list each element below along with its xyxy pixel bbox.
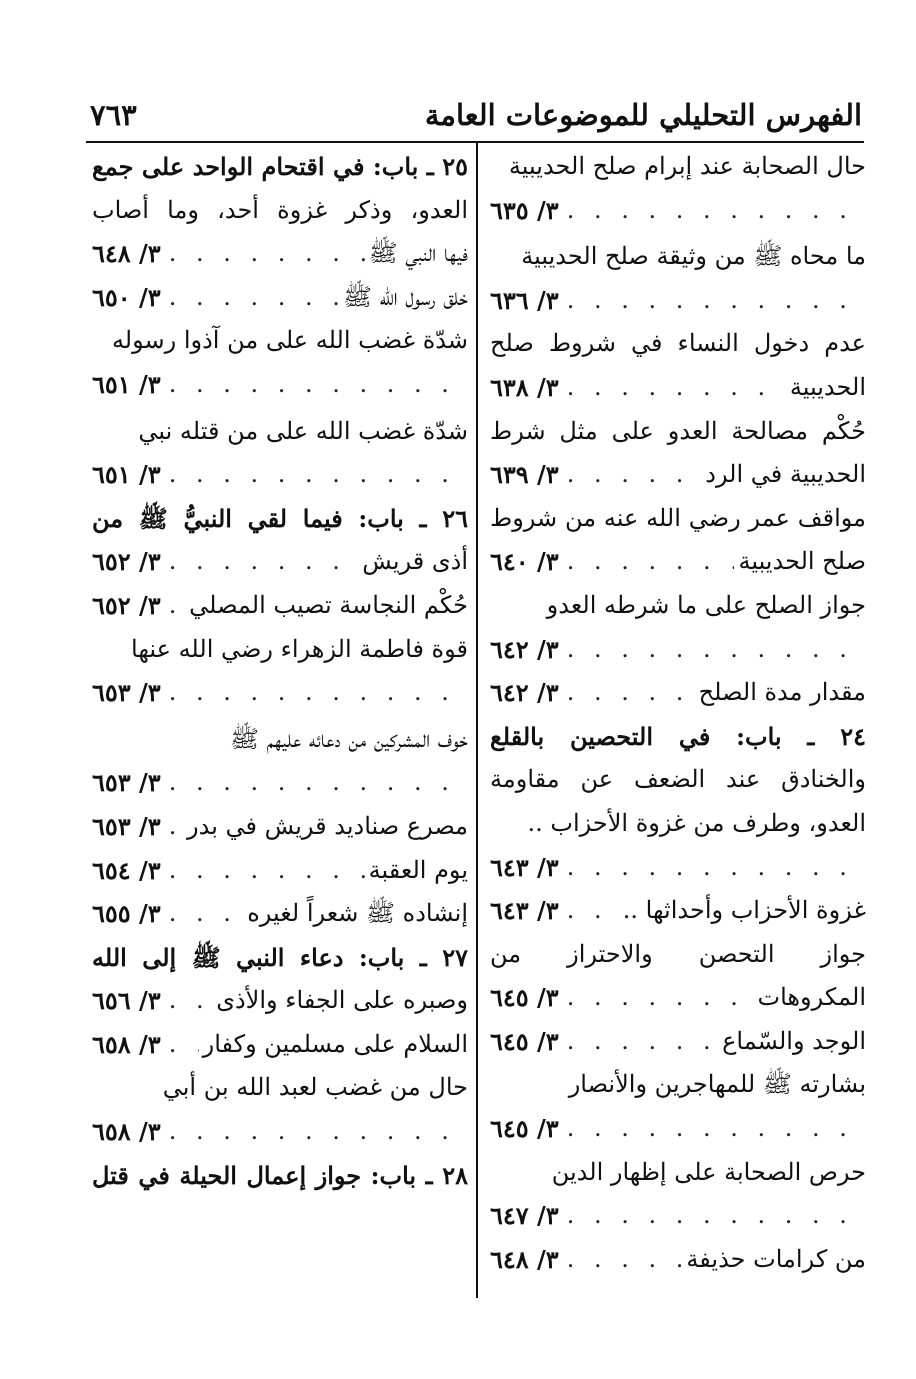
page-reference: ٣/ ٦٥٨ bbox=[92, 1117, 161, 1147]
index-entry-text: من كرامات حذيفة bbox=[686, 1244, 866, 1273]
page-reference: ٣/ ٦٤٥ bbox=[490, 983, 559, 1013]
page-reference: ٣/ ٦٤٢ bbox=[490, 634, 559, 664]
index-ref-line bbox=[490, 540, 866, 584]
page-reference: ٣/ ٦٤٥ bbox=[490, 1114, 559, 1144]
chapter-heading: ٢٨ ـ باب: جواز إعمال الحيلة في قتل bbox=[92, 1160, 468, 1190]
leader-dots bbox=[169, 892, 244, 936]
leader-dots bbox=[567, 889, 619, 933]
index-ref-line bbox=[490, 671, 866, 715]
index-ref-line bbox=[490, 366, 866, 410]
index-entry-text: الوجد والسّماع bbox=[722, 1026, 866, 1055]
chapter-heading: ٢٧ ـ باب: دعاء النبي ﷺ إلى الله bbox=[92, 942, 468, 972]
index-entry: مواقف عمر رضي الله عنه من شروط bbox=[490, 503, 866, 532]
index-column-left bbox=[92, 145, 468, 1197]
page-reference: ٣/ ٦٥١ bbox=[92, 460, 161, 490]
index-ref-line bbox=[92, 1110, 468, 1154]
leader-dots bbox=[169, 453, 468, 497]
page-reference: ٣/ ٦٤٧ bbox=[490, 1201, 559, 1231]
index-entry-text: وصبره على الجفاء والأذى bbox=[216, 986, 468, 1015]
header-rule bbox=[86, 141, 864, 143]
leader-dots bbox=[567, 1020, 718, 1064]
index-entry: حال الصحابة عند إبرام صلح الحديبية bbox=[508, 152, 866, 180]
chapter-heading-cont: العدو، وذكر غزوة أحد، وما أصاب bbox=[92, 195, 468, 224]
index-ref-line bbox=[490, 846, 866, 890]
index-entry: جواز الصلح على ما شرطه العدو bbox=[546, 590, 866, 619]
index-ref-line bbox=[92, 979, 468, 1023]
page-reference: ٣/ ٦٥٢ bbox=[92, 547, 161, 577]
index-ref-line bbox=[92, 892, 468, 936]
index-ref-line bbox=[92, 540, 468, 584]
leader-dots bbox=[169, 805, 183, 849]
index-entry: عدم دخول النساء في شروط صلح bbox=[490, 329, 866, 358]
index-entry-text: الحديبية في الرد bbox=[705, 460, 866, 489]
index-entry-text: الحديبية bbox=[789, 372, 866, 401]
index-ref-line bbox=[490, 189, 866, 233]
page-reference: ٣/ ٦٤٨ bbox=[92, 239, 161, 269]
leader-dots bbox=[169, 540, 359, 584]
leader-dots bbox=[567, 189, 866, 233]
leader-dots bbox=[169, 363, 468, 407]
index-entry-text: المكروهات bbox=[757, 983, 866, 1012]
index-entry-text: صلح الحديبية bbox=[738, 547, 866, 576]
index-ref-line bbox=[490, 453, 866, 497]
page-reference: ٣/ ٦٥٣ bbox=[92, 811, 161, 841]
index-entry: حرص الصحابة على إظهار الدين bbox=[551, 1157, 866, 1186]
page-reference: ٣/ ٦٥٣ bbox=[92, 768, 161, 798]
page-reference: ٣/ ٦٤٠ bbox=[490, 547, 559, 577]
index-ref-line bbox=[92, 584, 468, 628]
index-ref-line bbox=[490, 628, 866, 672]
index-ref-line bbox=[92, 761, 468, 805]
index-entry-text: فيها النبي ﷺ bbox=[368, 239, 468, 268]
page-reference: ٣/ ٦٤٥ bbox=[490, 1026, 559, 1056]
index-column-right bbox=[490, 145, 866, 1281]
index-entry-text: يوم العقبة bbox=[368, 855, 468, 884]
index-entry-text: مقدار مدة الصلح bbox=[698, 678, 866, 707]
index-ref-line bbox=[92, 276, 468, 320]
index-ref-line bbox=[490, 976, 866, 1020]
index-ref-line bbox=[490, 1020, 866, 1064]
page-reference: ٣/ ٦٥١ bbox=[92, 369, 161, 399]
page-reference: ٣/ ٦٣٦ bbox=[490, 285, 559, 315]
index-entry: شدّة غضب الله على من آذوا رسوله bbox=[111, 326, 468, 355]
index-ref-line bbox=[92, 671, 468, 715]
index-ref-line bbox=[92, 1023, 468, 1067]
chapter-heading-cont: والخنادق عند الضعف عن مقاومة bbox=[490, 765, 866, 794]
leader-dots bbox=[567, 1107, 866, 1151]
page-number: ٧٦٣ bbox=[90, 98, 137, 132]
page-title: الفهرس التحليلي للموضوعات العامة bbox=[424, 98, 862, 132]
leader-dots bbox=[169, 276, 339, 320]
page-header bbox=[90, 92, 862, 138]
leader-dots bbox=[567, 453, 702, 497]
leader-dots bbox=[169, 671, 468, 715]
index-entry: بشارته ﷺ للمهاجرين والأنصار bbox=[568, 1070, 866, 1099]
page-reference: ٣/ ٦٥٢ bbox=[92, 590, 161, 620]
chapter-heading-cont: العدو، وطرف من غزوة الأحزاب .. bbox=[527, 808, 866, 837]
index-entry: ما محاه ﷺ من وثيقة صلح الحديبية bbox=[521, 242, 866, 271]
leader-dots bbox=[567, 1238, 683, 1282]
page-reference: ٣/ ٦٥٤ bbox=[92, 855, 161, 885]
index-ref-line bbox=[490, 279, 866, 323]
index-ref-line bbox=[92, 232, 468, 276]
page-reference: ٣/ ٦٤٨ bbox=[490, 1244, 559, 1274]
page-reference: ٣/ ٦٤٣ bbox=[490, 852, 559, 882]
leader-dots bbox=[567, 976, 754, 1020]
leader-dots bbox=[169, 584, 185, 628]
column-divider bbox=[476, 143, 478, 1298]
page-reference: ٣/ ٦٥٨ bbox=[92, 1029, 161, 1059]
index-ref-line bbox=[490, 1238, 866, 1282]
page-reference: ٣/ ٦٤٢ bbox=[490, 678, 559, 708]
leader-dots bbox=[567, 540, 735, 584]
index-ref-line bbox=[92, 849, 468, 893]
leader-dots bbox=[169, 232, 365, 276]
page-reference: ٣/ ٦٥٦ bbox=[92, 986, 161, 1016]
leader-dots bbox=[169, 1110, 468, 1154]
index-ref-line bbox=[490, 1194, 866, 1238]
index-ref-line bbox=[490, 1107, 866, 1151]
index-entry: قوة فاطمة الزهراء رضي الله عنها bbox=[131, 634, 468, 663]
index-entry-text: خلق رسول الله ﷺ bbox=[343, 282, 468, 311]
index-entry-text: إنشاده ﷺ شعراً لغيره bbox=[247, 899, 468, 928]
index-entry-text: مصرع صناديد قريش في بدر bbox=[187, 811, 468, 840]
page-reference: ٣/ ٦٣٥ bbox=[490, 195, 559, 225]
chapter-heading: ٢٤ ـ باب: في التحصين بالقلع bbox=[490, 721, 866, 751]
index-ref-line bbox=[92, 805, 468, 849]
page-reference: ٣/ ٦٣٨ bbox=[490, 372, 559, 402]
leader-dots bbox=[567, 366, 786, 410]
leader-dots bbox=[567, 279, 866, 323]
leader-dots bbox=[169, 1023, 199, 1067]
leader-dots bbox=[567, 671, 695, 715]
index-entry-text: السلام على مسلمين وكفار bbox=[202, 1029, 468, 1058]
leader-dots bbox=[567, 628, 866, 672]
index-entry-text: غزوة الأحزاب وأحداثها .. bbox=[622, 896, 866, 925]
leader-dots bbox=[567, 846, 866, 890]
index-entry-text: حُكْم النجاسة تصيب المصلي bbox=[189, 590, 468, 619]
index-entry: شدّة غضب الله على من قتله نبي bbox=[138, 416, 468, 445]
page-reference: ٣/ ٦٥٣ bbox=[92, 678, 161, 708]
chapter-heading: ٢٦ ـ باب: فيما لقي النبيُّ ﷺ من bbox=[92, 503, 468, 533]
index-ref-line bbox=[92, 363, 468, 407]
page-reference: ٣/ ٦٥٥ bbox=[92, 899, 161, 929]
index-entry: خوف المشركين من دعائه عليهم ﷺ bbox=[230, 724, 468, 753]
page-reference: ٣/ ٦٣٩ bbox=[490, 460, 559, 490]
chapter-heading: ٢٥ ـ باب: في اقتحام الواحد على جمع bbox=[92, 152, 468, 181]
index-ref-line bbox=[490, 889, 866, 933]
index-entry-text: أذى قريش bbox=[362, 547, 468, 576]
leader-dots bbox=[567, 1194, 866, 1238]
leader-dots bbox=[169, 761, 468, 805]
leader-dots bbox=[169, 979, 213, 1023]
page-reference: ٣/ ٦٥٠ bbox=[92, 282, 161, 312]
page-reference: ٣/ ٦٤٣ bbox=[490, 896, 559, 926]
index-entry: حُكْم مصالحة العدو على مثل شرط bbox=[490, 416, 866, 445]
index-entry: حال من غضب لعبد الله بن أبي bbox=[162, 1073, 468, 1102]
leader-dots bbox=[169, 849, 365, 893]
index-ref-line bbox=[92, 453, 468, 497]
index-entry: جواز التحصن والاحتراز من bbox=[490, 939, 866, 968]
